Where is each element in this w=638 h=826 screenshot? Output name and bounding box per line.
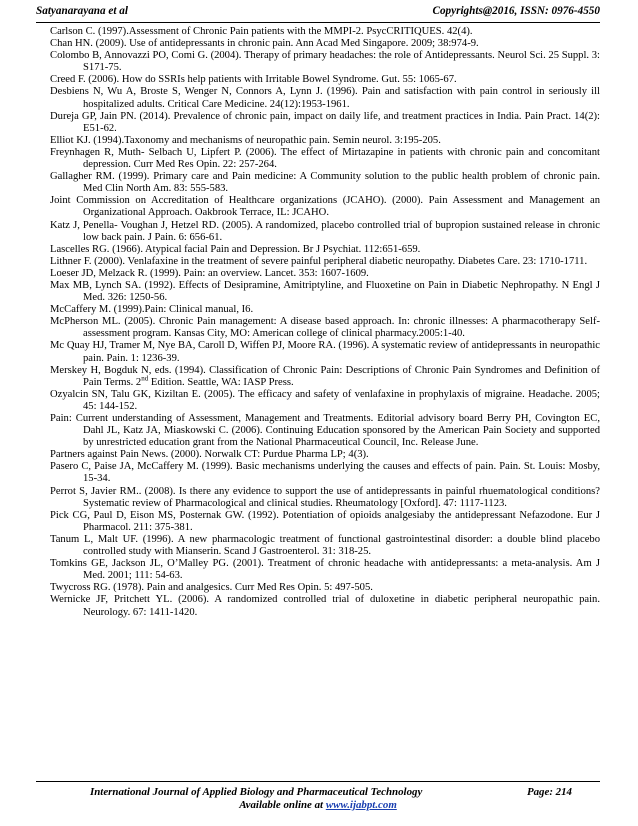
reference-text: Merskey H, Bogduk N, eds. (1994). Classification of Chronic Pain: Descriptions of Chronic Pain Syndromes and Definition of Pain Terms. 2 — [50, 364, 600, 388]
reference-item: Elliot KJ. (1994).Taxonomy and mechanisms of neuropathic pain. Semin neurol. 3:195-205. — [50, 134, 441, 146]
reference-item: Partners against Pain News. (2000). Norwalk CT: Purdue Pharma LP; 4(3). — [50, 449, 369, 461]
reference-item: Freynhagen R, Muth- Selbach U, Lipfert P. (2006). The effect of Mirtazapine in patients with chronic pain and concomitant depression. Curr Med Res Opin. 22: 257-264. — [50, 146, 600, 171]
reference-item: Creed F. (2006). How do SSRIs help patients with Irritable Bowel Syndrome. Gut. 55: 1065-67. — [50, 74, 457, 86]
reference-item: Max MB, Lynch SA. (1992). Effects of Desipramine, Amitriptyline, and Fluoxetine on Pain in Diabetic Nephropathy. N Engl J Med. 326: 1250-56. — [50, 279, 600, 304]
reference-item: Dureja GP, Jain PN. (2014). Prevalence of chronic pain, impact on daily life, and treatment practices in India. Pain Pract. 14(2): E51-62. — [50, 110, 600, 134]
reference-item: Desbiens N, Wu A, Broste S, Wenger N, Connors A, Lynn J. (1996). Pain and satisfaction with pain control in seriously ill hospitalized adults. Critical Care Medicine. 24(12):1953-1961. — [50, 86, 600, 110]
reference-item: Perrot S, Javier RM.. (2008). Is there any evidence to support the use of antidepressants in painful rhuematological conditions? Systematic review of Pharmacological and clinical studies. Rheumatology [Oxford]. 47: 1117-1123. — [50, 485, 600, 509]
reference-list — [50, 26, 600, 619]
reference-item: Mc Quay HJ, Tramer M, Nye BA, Caroll D, Wiffen PJ, Moore RA. (1996). A systematic review of antidepressants in neuropathic pain. Pain. 1: 1236-39. — [50, 340, 600, 364]
reference-item: Katz J, Penella- Voughan J, Hetzel RD. (2005). A randomized, placebo controlled trial of bupropion sustained release in chronic low back pain. J Pain. 6: 656-61. — [50, 219, 600, 243]
reference-item: Loeser JD, Melzack R. (1999). Pain: an overview. Lancet. 353: 1607-1609. — [50, 267, 369, 279]
reference-item: Ozyalcin SN, Talu GK, Kiziltan E. (2005). The efficacy and safety of venlafaxine in prophylaxis of migraine. Headache. 2005; 45: 144-152. — [50, 388, 600, 412]
reference-item: McCaffery M. (1999).Pain: Clinical manual, I6. — [50, 304, 254, 316]
reference-item: Tomkins GE, Jackson JL, O’Malley PG. (2001). Treatment of chronic headache with antidepressants: a meta-analysis. Am J Med. 2001; 111: 54-63. — [50, 558, 600, 582]
reference-item: Pick CG, Paul D, Eison MS, Posternak GW. (1992). Potentiation of opioids analgesiaby the antidepressant Nefazodone. Eur J Pharmacol. 211: 375-381. — [50, 509, 600, 533]
reference-item: Joint Commission on Accreditation of Healthcare organizations (JCAHO). (2000). Pain Assessment and Management an Organizational Approach. Oakbrook Terrace, IL: JCAHO. — [50, 195, 600, 219]
footer-divider — [36, 781, 600, 782]
footer-row — [36, 786, 600, 799]
reference-item: Gallagher RM. (1999). Primary care and Pain medicine: A Community solution to the public health problem of chronic pain. Med Clin North Am. 83: 555-583. — [50, 171, 600, 195]
footer-available-prefix: Available online at — [239, 799, 326, 811]
reference-item: Chan HN. (2009). Use of antidepressants in chronic pain. Ann Acad Med Singapore. 2009; 38:974-9. — [50, 38, 479, 50]
reference-item: Twycross RG. (1978). Pain and analgesics. Curr Med Res Opin. 5: 497-505. — [50, 582, 373, 594]
reference-item: Wernicke JF, Pritchett YL. (2006). A randomized controlled trial of duloxetine in diabetic peripheral neuropathic pain. Neurology. 67: 1411-1420. — [50, 594, 600, 618]
reference-item: Tanum L, Malt UF. (1996). A new pharmacologic treatment of functional gastrointestinal disorder: a double blind placebo controlled study with Mianserin. Scand J Gastroenterol. 31: 318-25. — [50, 533, 600, 558]
reference-text: Edition. Seattle, WA: IASP Press. — [148, 376, 294, 388]
reference-item: Pain: Current understanding of Assessment, Management and Treatments. Editorial advisory board Berry PH, Covington EC, Dahl JL, Katz JA, Miaskowski C. (2006). Continuing Education sponsored by the American Pain Society and supported by unrestricted education grant from the National Pharmaceutical Council, Inc. Release June. — [50, 413, 600, 449]
header-divider — [36, 22, 600, 23]
page-footer — [36, 786, 600, 812]
footer-page-number: Page: 214 — [526, 786, 572, 798]
reference-item — [50, 365, 600, 389]
reference-item: Lithner F. (2000). Venlafaxine in the treatment of severe painful peripheral diabetic neuropathy. Diabetes Care. 23: 1710-1711. — [50, 255, 588, 267]
reference-item: Colombo B, Annovazzi PO, Comi G. (2004). Therapy of primary headaches: the role of Antidepressants. Neurol Sci. 25 Suppl. 3: S171-75. — [50, 50, 600, 74]
page-header — [36, 5, 600, 20]
footer-website-link[interactable]: www.ijabpt.com — [325, 799, 397, 811]
reference-superscript: nd — [141, 374, 149, 383]
reference-item: Carlson C. (1997).Assessment of Chronic Pain patients with the MMPI-2. PsycCRITIQUES. 42(4). — [50, 26, 473, 37]
header-copyright: Copyrights@2016, ISSN: 0976-4550 — [432, 5, 600, 17]
header-author: Satyanarayana et al — [36, 5, 128, 17]
reference-item: McPherson ML. (2005). Chronic Pain management: A disease based approach. In: chronic illnesses: A pharmacotherapy Self-assessment program. Kansas City, MO: American college of clinical pharmacy.2005:1-40. — [50, 316, 600, 340]
footer-journal: International Journal of Applied Biology and Pharmaceutical Technology — [90, 786, 423, 798]
reference-item: Pasero C, Paise JA, McCaffery M. (1999). Basic mechanisms underlying the causes and effects of pain. Pain. St. Louis: Mosby, 15-34. — [50, 461, 600, 485]
reference-item: Lascelles RG. (1966). Atypical facial Pain and Depression. Br J Psychiat. 112:651-659. — [50, 243, 421, 255]
footer-availability — [36, 799, 600, 812]
